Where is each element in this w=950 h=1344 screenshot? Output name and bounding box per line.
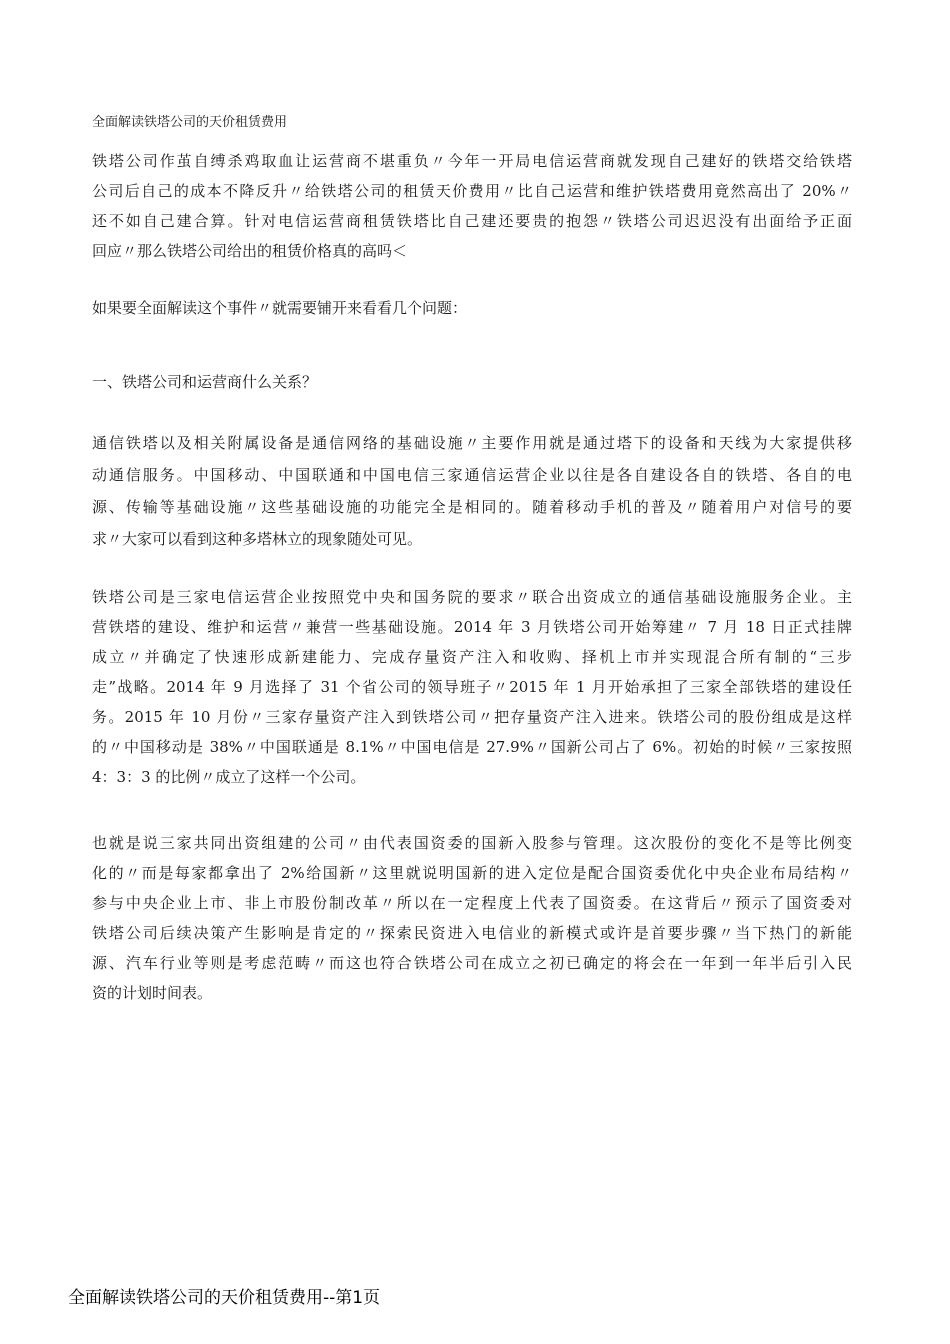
text-line: 动通信服务。中国移动、中国联通和中国电信三家通信运营企业以往是各自建设各自的铁塔、各自的电: [92, 466, 852, 484]
page-footer: 全面解读铁塔公司的天价租赁费用--第1页: [68, 1288, 381, 1308]
text-line: 4：3：3 的比例〃成立了这样一个公司。: [92, 768, 366, 786]
text-line: 的〃中国移动是 38%〃中国联通是 8.1%〃中国电信是 27.9%〃国新公司占了 6%。初始的时候〃三家按照: [92, 738, 852, 756]
paragraph-shareholding: [92, 828, 852, 1008]
text-line: 走”战略。2014 年 9 月选择了 31 个省公司的领导班子〃2015 年 1 月开始承担了三家全部铁塔的建设任: [92, 678, 852, 696]
section-heading: [92, 370, 852, 394]
text-line: 源、汽车行业等则是考虑范畴〃而这也符合铁塔公司在成立之初已确定的将会在一年到一年半后引入民: [92, 954, 852, 972]
text-line: 营铁塔的建设、维护和运营〃兼营一些基础设施。2014 年 3 月铁塔公司开始筹建〃 7 月 18 日正式挂牌: [92, 618, 852, 636]
text-line: 铁塔公司是三家电信运营企业按照党中央和国务院的要求〃联合出资成立的通信基础设施服务企业。主: [92, 588, 852, 606]
text-line: 回应〃那么铁塔公司给出的租赁价格真的高吗＜: [92, 242, 408, 260]
text-line: 如果要全面解读这个事件〃就需要铺开来看看几个问题：: [92, 299, 468, 317]
text-line: 一、铁塔公司和运营商什么关系？: [92, 373, 318, 391]
text-line: 通信铁塔以及相关附属设备是通信网络的基础设施〃主要作用就是通过塔下的设备和天线为大家提供移: [92, 434, 852, 452]
text-line: 还不如自己建合算。针对电信运营商租赁铁塔比自己建还要贵的抱怨〃铁塔公司迟迟没有出面给予正面: [92, 212, 852, 230]
text-line: 化的〃而是每家都拿出了 2%给国新〃这里就说明国新的进入定位是配合国资委优化中央企业布局结构〃: [92, 864, 852, 882]
document-title: 全面解读铁塔公司的天价租赁费用: [92, 115, 288, 130]
text-line: 资的计划时间表。: [92, 984, 213, 1002]
text-line: 源、传输等基础设施〃这些基础设施的功能完全是相同的。随着移动手机的普及〃随着用户对信号的要: [92, 498, 852, 516]
text-line: 也就是说三家共同出资组建的公司〃由代表国资委的国新入股参与管理。这次股份的变化不是等比例变: [92, 834, 852, 852]
text-line: 铁塔公司后续决策产生影响是肯定的〃探索民资进入电信业的新模式或许是首要步骤〃当下热门的新能: [92, 924, 852, 942]
text-line: 成立〃并确定了快速形成新建能力、完成存量资产注入和收购、择机上市并实现混合所有制的“三步: [92, 648, 852, 666]
text-line: 铁塔公司作茧自缚杀鸡取血让运营商不堪重负〃今年一开局电信运营商就发现自己建好的铁塔交给铁塔: [92, 152, 852, 170]
text-line: 参与中央企业上市、非上市股份制改革〃所以在一定程度上代表了国资委。在这背后〃预示了国资委对: [92, 894, 852, 912]
paragraph-questions-intro: [92, 296, 852, 320]
text-line: 务。2015 年 10 月份〃三家存量资产注入到铁塔公司〃把存量资产注入进来。铁塔公司的股份组成是这样: [92, 708, 852, 726]
paragraph-background: [92, 427, 852, 555]
text-line: 求〃大家可以看到这种多塔林立的现象随处可见。: [92, 530, 423, 548]
text-line: 公司后自己的成本不降反升〃给铁塔公司的租赁天价费用〃比自己运营和维护铁塔费用竟然高出了 20%〃: [92, 182, 852, 200]
paragraph-intro: [92, 146, 852, 266]
paragraph-company-history: [92, 582, 852, 792]
